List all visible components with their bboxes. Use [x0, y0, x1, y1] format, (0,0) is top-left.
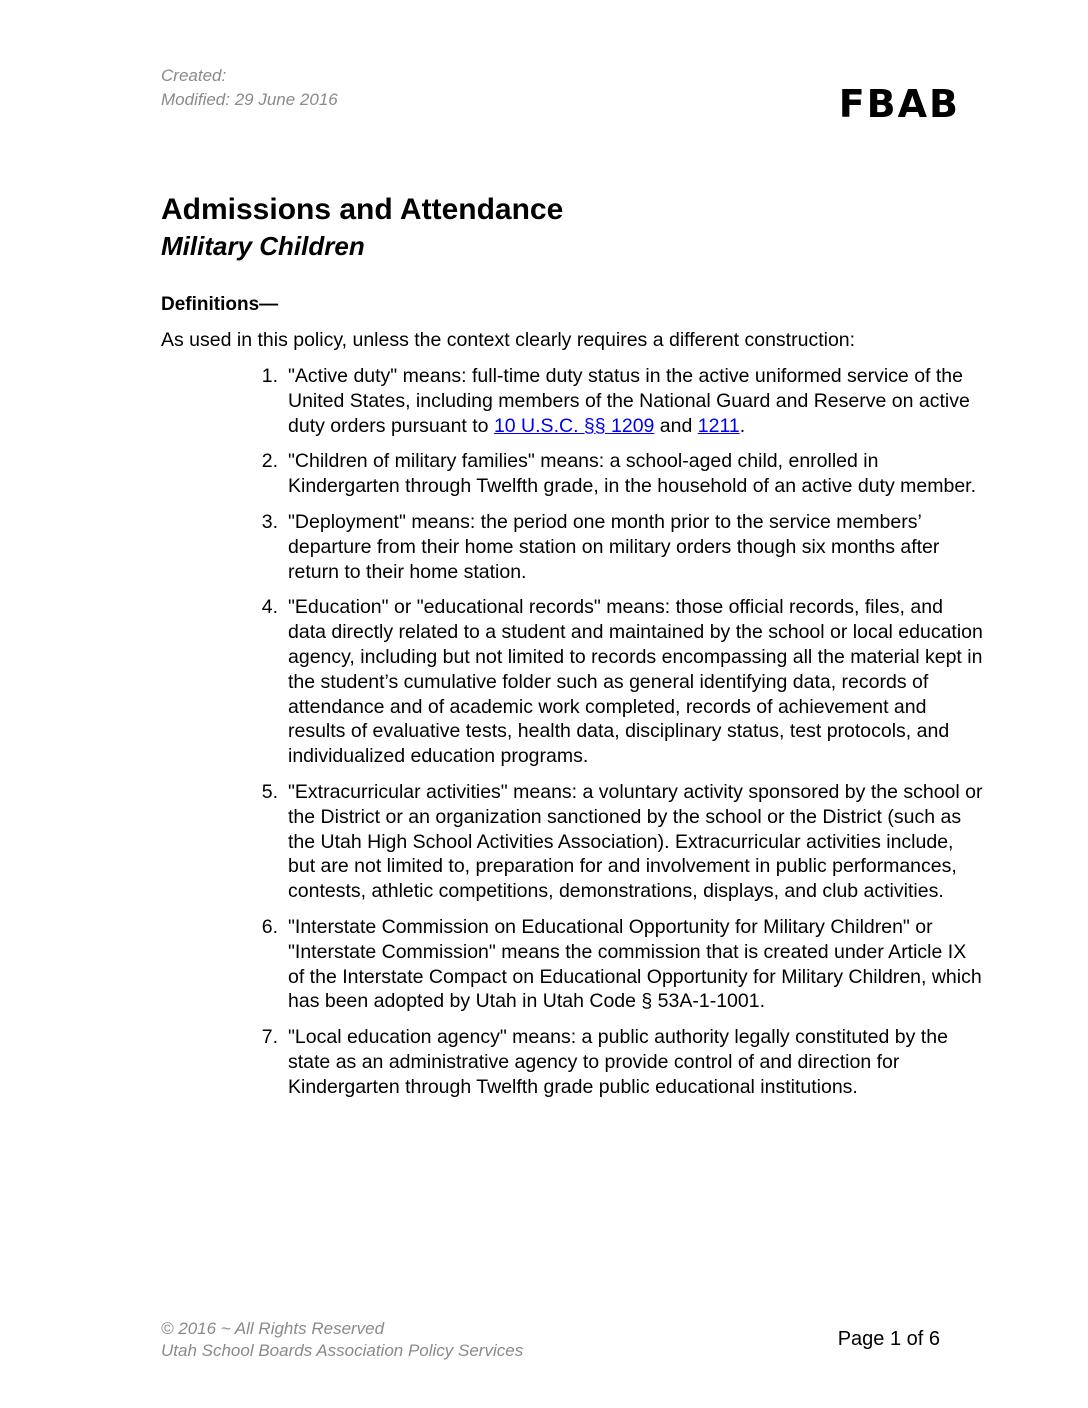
document-subtitle: Military Children	[161, 231, 365, 261]
item-number: 1.	[261, 365, 278, 387]
definitions-list	[250, 364, 985, 1111]
definition-text: and	[654, 414, 698, 437]
definition-item	[250, 364, 985, 438]
item-number: 3.	[261, 510, 278, 533]
footer-left	[161, 1318, 523, 1362]
definition-item	[250, 915, 985, 1014]
item-number: 5.	[261, 780, 278, 803]
definition-item	[250, 780, 985, 904]
definition-text: "Interstate Commission on Educational Opportunity for Military Children" or "Interstate Commission" means the commission that is created under Article IX of the Interstate Compact on Educational Opportunity for Military Children, which has been adopted by Utah in Utah Code § 53A-1-1001.	[288, 915, 982, 1013]
definition-text: .	[739, 414, 746, 437]
section-heading: Definitions—	[161, 294, 279, 315]
intro-paragraph: As used in this policy, unless the context clearly requires a different construction:	[161, 329, 856, 351]
publisher-text: Utah School Boards Association Policy Services	[161, 1341, 524, 1360]
policy-code: FBAB	[838, 82, 960, 126]
document-meta	[161, 64, 338, 112]
definition-text: "Children of military families" means: a school-aged child, enrolled in Kindergarten through Twelfth grade, in the household of an active duty member.	[288, 450, 976, 498]
definition-text: "Active duty" means: full-time duty status in the active uniformed service of the United States, including members of the National Guard and Reserve on active duty orders pursuant to	[288, 365, 970, 437]
created-label: Created:	[161, 66, 227, 85]
document-title: Admissions and Attendance	[161, 193, 564, 226]
definition-text: "Local education agency" means: a public authority legally constituted by the state as an administrative agency to provide control of and direction for Kindergarten through Twelfth grade public educational institutions.	[288, 1026, 948, 1098]
definition-item	[250, 1025, 985, 1099]
definition-text: "Deployment" means: the period one month prior to the service members’ departure from their home station on military orders though six months after return to their home station.	[288, 510, 940, 583]
usc-1211-link[interactable]: 1211	[697, 414, 740, 437]
definition-text: "Education" or "educational records" means: those official records, files, and data directly related to a student and maintained by the school or local education agency, including but not limited to records encompassing all the material kept in the student’s cumulative folder such as general identifying data, records of attendance and of academic work completed, records of achievement and results of evaluative tests, health data, disciplinary status, test protocols, and individualized education programs.	[288, 596, 983, 768]
item-number: 7.	[261, 1026, 278, 1049]
item-number: 2.	[261, 450, 278, 473]
modified-date: Modified: 29 June 2016	[161, 90, 338, 109]
definition-item	[250, 510, 985, 584]
definition-item	[250, 595, 985, 769]
usc-1209-link[interactable]: 10 U.S.C. §§ 1209	[493, 414, 655, 437]
item-number: 4.	[261, 596, 278, 619]
item-number: 6.	[261, 915, 278, 938]
definition-text: "Extracurricular activities" means: a voluntary activity sponsored by the school or the District or an organization sanctioned by the school or the District (such as the Utah High School Activities Association). Extracurricular activities include, but are not limited to, preparation for and involvement in public performances, contests, athletic competitions, demonstrations, displays, and club activities.	[288, 780, 983, 903]
page-number: Page 1 of 6	[837, 1328, 940, 1350]
copyright-text: © 2016 ~ All Rights Reserved	[161, 1319, 385, 1338]
definition-item	[250, 449, 985, 499]
